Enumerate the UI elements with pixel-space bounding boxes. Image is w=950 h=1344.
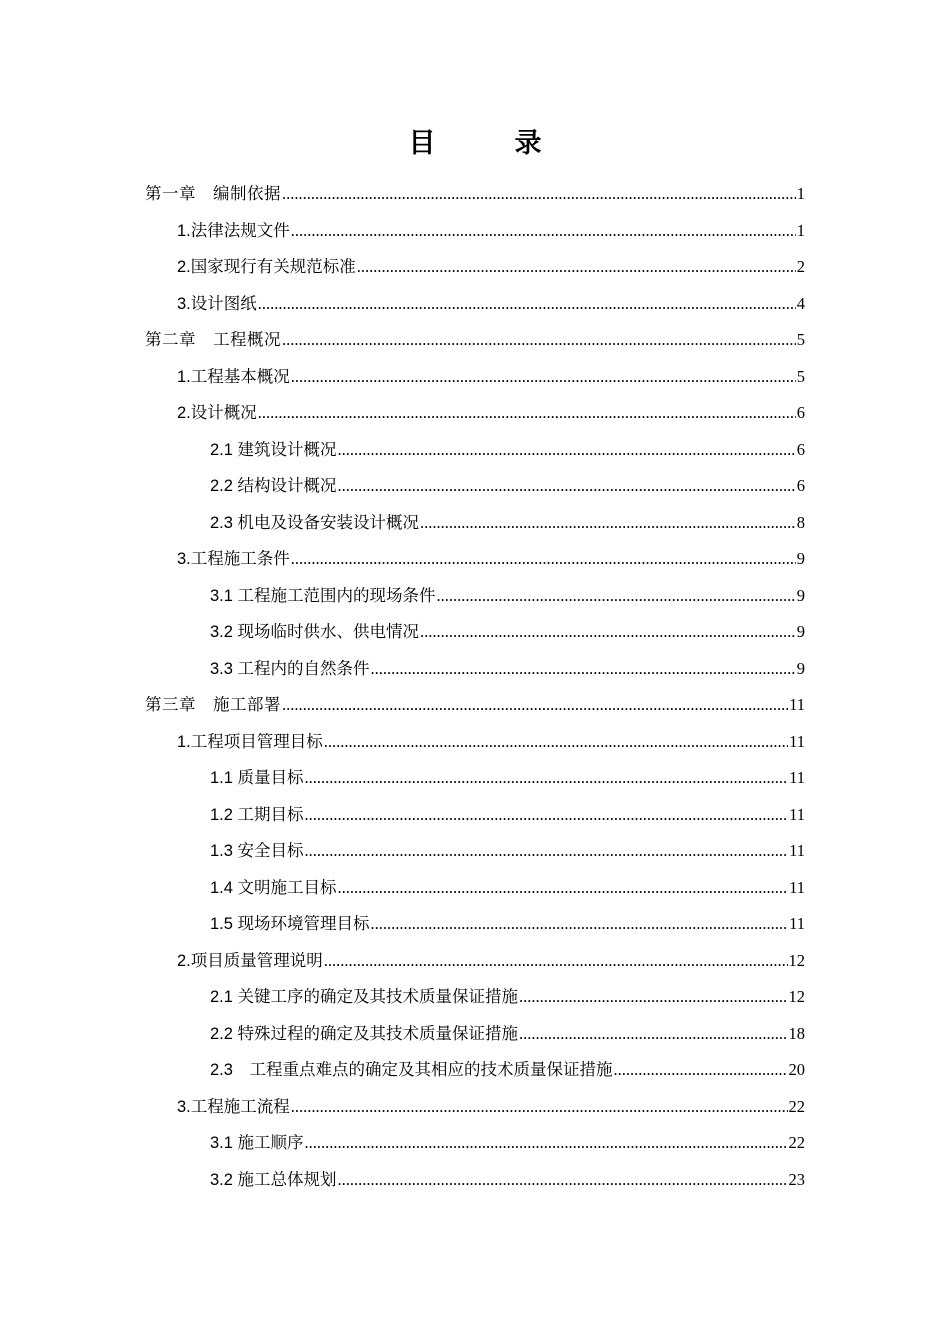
toc-entry[interactable] [210, 833, 805, 869]
toc-dot-leader [613, 1052, 787, 1088]
toc-entry-label [177, 213, 290, 249]
toc-entry-text: 第一章 编制依据 [145, 184, 281, 203]
toc-dot-leader [519, 979, 787, 1015]
toc-entry-label [177, 286, 257, 322]
toc-page-number: 5 [796, 330, 805, 349]
toc-page-number: 12 [788, 950, 805, 970]
toc-entry-label [177, 395, 257, 431]
toc-dot-leader [420, 614, 796, 650]
toc-entry-number: 2. [177, 404, 191, 422]
toc-dot-leader [282, 687, 788, 723]
toc-entry-text: 国家现行有关规范标准 [190, 257, 356, 276]
toc-entry-text: 第二章 工程概况 [145, 330, 281, 349]
toc-entry-text: 工程基本概况 [190, 366, 290, 386]
toc-entry-text: 结构设计概况 [237, 476, 337, 495]
toc-entry-text: 设计图纸 [190, 293, 257, 313]
toc-entry-text: 安全目标 [237, 841, 304, 860]
toc-entry-number: 1.2 [210, 805, 238, 824]
toc-page-number: 20 [788, 1060, 805, 1079]
toc-entry-number: 3. [177, 1097, 191, 1116]
toc-dot-leader [305, 1125, 788, 1161]
toc-entry[interactable] [210, 979, 805, 1015]
toc-entry-label [177, 943, 323, 979]
toc-dot-leader [291, 359, 796, 395]
toc-dot-leader [324, 724, 788, 760]
toc-page-number: 9 [796, 622, 805, 641]
toc-entry-label [210, 1052, 612, 1088]
toc-entry-text: 现场临时供水、供电情况 [237, 622, 420, 641]
toc-entry-label [177, 724, 323, 760]
toc-dot-leader [291, 541, 796, 577]
toc-entry-text: 工期目标 [237, 804, 304, 824]
page-title: 目 录 [408, 128, 568, 159]
toc-entry-number: 1.3 [210, 842, 238, 860]
toc-entry-text: 设计概况 [190, 403, 257, 422]
toc-entry-text: 建筑设计概况 [237, 439, 337, 459]
toc-entry-number: 2.2 [210, 1024, 238, 1043]
toc-dot-leader [338, 870, 789, 906]
toc-entry-number: 2.3 [210, 513, 238, 532]
toc-entry-number: 1. [177, 367, 191, 386]
toc-dot-leader [357, 249, 796, 285]
toc-entry-label [145, 176, 281, 212]
toc-entry-text: 机电及设备安装设计概况 [237, 512, 420, 532]
toc-page-number: 6 [796, 476, 805, 495]
toc-dot-leader [338, 468, 796, 504]
toc-dot-leader [258, 395, 796, 431]
toc-page-number: 11 [789, 804, 805, 824]
toc-entry-label [210, 1125, 304, 1161]
toc-page-number: 8 [796, 512, 805, 532]
toc-page-number: 22 [788, 1133, 805, 1152]
toc-entry-number: 1.1 [210, 769, 238, 787]
toc-page-number: 5 [796, 366, 805, 386]
toc-entry-text: 工程施工条件 [190, 549, 290, 568]
toc-entry-number: 3.2 [210, 1170, 238, 1189]
toc-dot-leader [258, 286, 796, 322]
toc-dot-leader [420, 505, 796, 541]
toc-page-number: 11 [789, 768, 805, 787]
toc-page-number: 23 [788, 1169, 805, 1189]
toc-entry-label [210, 1016, 518, 1052]
toc-page-number: 9 [796, 549, 805, 568]
toc-entry[interactable] [210, 468, 805, 504]
toc-page-number: 11 [789, 877, 805, 897]
toc-entry[interactable] [210, 760, 805, 796]
toc-entry-number: 3.1 [210, 586, 238, 605]
toc-page-number: 18 [788, 1023, 805, 1043]
toc-entry[interactable] [210, 870, 805, 906]
toc-entry-label [177, 359, 290, 395]
toc-entry-label [145, 322, 281, 358]
toc-entry-text: 关键工序的确定及其技术质量保证措施 [237, 987, 519, 1006]
toc-entry-number: 1.5 [210, 915, 238, 933]
toc-entry[interactable] [177, 395, 805, 431]
toc-entry-text: 现场环境管理目标 [237, 914, 370, 933]
toc-page-number: 1 [796, 220, 805, 240]
toc-dot-leader [291, 1089, 788, 1125]
toc-page-number: 6 [796, 439, 805, 459]
toc-page-number: 11 [789, 695, 805, 714]
toc-entry-text: 施工总体规划 [237, 1169, 337, 1189]
toc-entry-label [210, 578, 436, 614]
toc-entry-label [210, 833, 304, 869]
toc-entry-text: 工程施工范围内的现场条件 [237, 585, 436, 605]
toc-page-number: 12 [788, 987, 805, 1006]
toc-entry[interactable] [145, 687, 805, 723]
toc-entry-text: 文明施工目标 [237, 877, 337, 897]
toc-entry-number: 3.1 [210, 1134, 238, 1152]
toc-entry[interactable] [145, 322, 805, 358]
toc-entry-text: 工程施工流程 [190, 1096, 290, 1116]
toc-page-number: 11 [789, 914, 805, 933]
toc-entry-label [177, 541, 290, 577]
toc-page-number: 2 [796, 257, 805, 276]
toc-entry-number: 2.3 [210, 1061, 250, 1079]
toc-page-number: 11 [789, 841, 805, 860]
toc-entry-number: 3. [177, 294, 191, 313]
toc-entry[interactable] [145, 176, 805, 212]
toc-entry-label [210, 505, 419, 541]
toc-entry-label [210, 797, 304, 833]
toc-dot-leader [437, 578, 796, 614]
toc-page-number: 11 [789, 731, 805, 751]
toc-entry-number: 1.4 [210, 878, 238, 897]
toc-entry-number: 2.2 [210, 477, 238, 495]
toc-entry[interactable] [210, 432, 805, 468]
toc-dot-leader [305, 833, 789, 869]
toc-dot-leader [338, 432, 796, 468]
toc-page-number: 9 [796, 658, 805, 678]
toc-dot-leader [282, 176, 796, 212]
toc-dot-leader [291, 213, 796, 249]
toc-entry-number: 2.1 [210, 988, 238, 1006]
toc-dot-leader [338, 1162, 788, 1198]
toc-entry-label [177, 249, 356, 285]
toc-entry[interactable] [177, 213, 805, 249]
toc-page-number: 22 [788, 1096, 805, 1116]
toc-entry-text: 项目质量管理说明 [190, 950, 323, 970]
toc-entry[interactable] [177, 1089, 805, 1125]
toc-entry-number: 3.3 [210, 659, 238, 678]
toc-entry[interactable] [210, 614, 805, 650]
toc-entry-number: 1. [177, 732, 191, 751]
toc-entry-number: 2.1 [210, 440, 238, 459]
toc-entry-text: 第三章 施工部署 [145, 695, 281, 714]
toc-dot-leader [371, 906, 789, 942]
toc-entry-number: 3.2 [210, 623, 238, 641]
toc-page-number: 6 [796, 403, 805, 422]
toc-entry[interactable] [210, 578, 805, 614]
toc-entry-label [210, 870, 337, 906]
toc-entry-text: 施工顺序 [237, 1133, 304, 1152]
toc-entry[interactable] [177, 724, 805, 760]
toc-dot-leader [282, 322, 796, 358]
toc-dot-leader [324, 943, 788, 979]
toc-dot-leader [305, 797, 789, 833]
toc-entry-label [177, 1089, 290, 1125]
toc-entry-number: 3. [177, 550, 191, 568]
toc-entry[interactable] [210, 797, 805, 833]
toc-entry-label [210, 979, 518, 1015]
toc-page-number: 9 [796, 585, 805, 605]
toc-entry-text: 质量目标 [237, 768, 304, 787]
toc-entry-number: 2. [177, 951, 191, 970]
toc-entry-label [210, 906, 370, 942]
toc-entry[interactable] [177, 541, 805, 577]
toc-entry[interactable] [210, 1016, 805, 1052]
toc-entry-text: 工程项目管理目标 [190, 731, 323, 751]
toc-entry-label [210, 432, 337, 468]
toc-entry-label [210, 651, 370, 687]
toc-entry[interactable] [177, 286, 805, 322]
toc-entry-label [210, 468, 337, 504]
toc-entry-text: 工程内的自然条件 [237, 658, 370, 678]
toc-dot-leader [305, 760, 789, 796]
toc-entry[interactable] [177, 249, 805, 285]
toc-entry-label [210, 760, 304, 796]
toc-page-number: 4 [796, 293, 805, 313]
toc-entry-label [145, 687, 281, 723]
toc-entry-label [210, 1162, 337, 1198]
toc-entry[interactable] [177, 943, 805, 979]
toc-entry-text: 法律法规文件 [190, 220, 290, 240]
toc-entry[interactable] [210, 1125, 805, 1161]
toc-entry[interactable] [210, 906, 805, 942]
toc-entry[interactable] [210, 1162, 805, 1198]
toc-entry-label [210, 614, 419, 650]
toc-page-number: 1 [796, 184, 805, 203]
toc-entry[interactable] [210, 505, 805, 541]
toc-dot-leader [519, 1016, 787, 1052]
toc-entry[interactable] [210, 1052, 805, 1088]
toc-entry-text: 工程重点难点的确定及其相应的技术质量保证措施 [249, 1060, 613, 1079]
toc-entry[interactable] [210, 651, 805, 687]
toc-entry-number: 1. [177, 221, 191, 240]
toc-entry-text: 特殊过程的确定及其技术质量保证措施 [237, 1023, 519, 1043]
toc-entry-number: 2. [177, 258, 191, 276]
toc-entry[interactable] [177, 359, 805, 395]
toc-dot-leader [371, 651, 796, 687]
